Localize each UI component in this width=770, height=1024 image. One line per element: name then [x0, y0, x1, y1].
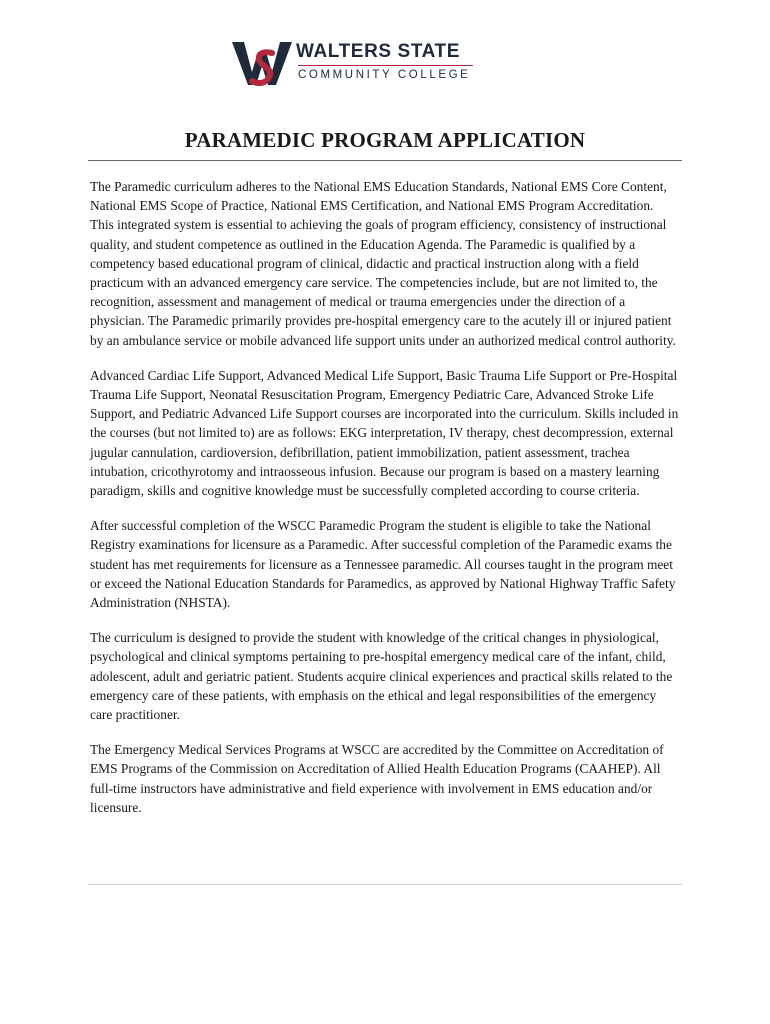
- paragraph-accreditation: The Emergency Medical Services Programs at WSCC are accredited by the Committee on Accreditation of EMS Programs of the Commission on Accreditation of Allied Health Education Programs (CAAHEP). All full-time instructors have administrative and field experience with involvement in EMS education and/or licensure.: [90, 742, 664, 815]
- college-subtitle: COMMUNITY COLLEGE: [298, 69, 471, 81]
- title-divider: [88, 160, 682, 161]
- document-title: PARAMEDIC PROGRAM APPLICATION: [184, 128, 586, 152]
- wscc-logo-icon: [232, 40, 294, 86]
- college-name: WALTERS STATE: [296, 41, 461, 62]
- college-logo: [232, 40, 492, 88]
- paragraph-curriculum-design: The curriculum is designed to provide the student with knowledge of the critical changes in physiological, psychological and clinical symptoms pertaining to pre-hospital emergency medical care of the infant, child, adolescent, adult and geriatric patient. Students acquire clinical experiences and practical skills related to the emergency care of these patients, with emphasis on the ethical and legal responsibilities of the emergency care practitioner.: [90, 630, 673, 723]
- bottom-divider: [88, 884, 682, 885]
- paragraph-courses-skills: Advanced Cardiac Life Support, Advanced Medical Life Support, Basic Trauma Life Support or Pre-Hospital Trauma Life Support, Neonatal Resuscitation Program, Emergency Pediatric Care, Advanced Stroke Life Support, and Pediatric Advanced Life Support courses are incorporated into the curriculum. Skills included in the courses (but not limited to) are as follows: EKG interpretation, IV therapy, chest decompression, external jugular cannulation, cardioversion, defibrillation, patient immobilization, patient assessment, trachea intubation, cricothyrotomy and intraosseous infusion. Because our program is based on a mastery learning paradigm, skills and cognitive knowledge must be successfully completed according to course criteria.: [90, 367, 679, 499]
- paragraph-licensure: After successful completion of the WSCC Paramedic Program the student is eligible to take the National Registry examinations for licensure as a Paramedic. After successful completion of the Paramedic exams the student has met requirements for licensure as a Tennessee paramedic. All courses taught in the program meet or exceed the National Education Standards for Paramedics, as approved by National Highway Traffic Safety Administration (NHSTA).: [90, 518, 676, 611]
- paragraph-curriculum-standards: The Paramedic curriculum adheres to the National EMS Education Standards, National EMS Core Content, National EMS Scope of Practice, National EMS Certification, and National EMS Program Accreditation. This integrated system is essential to achieving the goals of program efficiency, consistency of instructional quality, and student competence as outlined in the Education Agenda. The Paramedic is qualified by a competency based educational program of clinical, didactic and practical instruction along with a field practicum with an advanced emergency care service. The competencies include, but are not limited to, the recognition, assessment and management of medical or trauma emergencies under the direction of a physician. The Paramedic primarily provides pre-hospital emergency care to the acutely ill or injured patient by an ambulance service or mobile advanced life support units under an authorized medical control authority.: [90, 179, 676, 348]
- document-body: [90, 177, 680, 833]
- logo-divider: [298, 65, 473, 66]
